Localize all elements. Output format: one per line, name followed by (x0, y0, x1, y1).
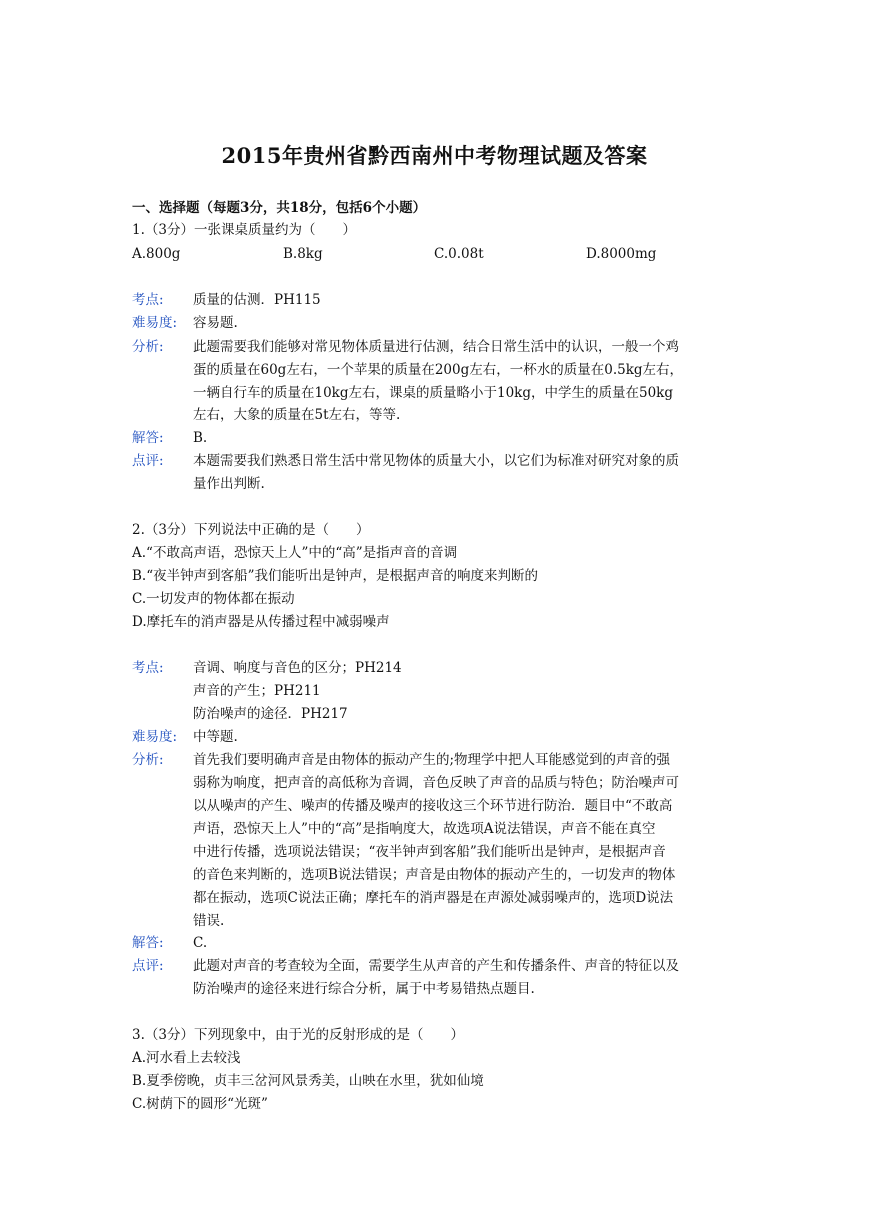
question-3-option-c: C.树荫下的圆形“光斑” (132, 1096, 268, 1112)
q2-kaodian-label: 考点: (132, 660, 164, 676)
q2-jieda-label: 解答: (132, 935, 164, 951)
q1-nandu-label: 难易度: (132, 315, 178, 331)
question-2-option-d: D.摩托车的消声器是从传播过程中减弱噪声 (132, 614, 390, 630)
q1-fenxi-line: 蛋的质量在60g左右，一个苹果的质量在200g左右，一杯水的质量在0.5kg左右， (193, 362, 684, 378)
q2-fenxi-label: 分析: (132, 752, 164, 768)
q2-dianping-line: 防治噪声的途径来进行综合分析，属于中考易错热点题目. (193, 981, 535, 997)
q1-fenxi-line: 此题需要我们能够对常见物体质量进行估测，结合日常生活中的认识，一般一个鸡 (193, 339, 679, 355)
q2-fenxi-line: 错误. (193, 913, 225, 929)
q2-kaodian-line: 防治噪声的途径．PH217 (193, 706, 348, 722)
question-1-stem: 1.（3分）一张课桌质量约为（ ） (132, 222, 356, 238)
q1-jieda-text: B. (193, 430, 208, 446)
question-3-stem: 3.（3分）下列现象中，由于光的反射形成的是（ ） (132, 1027, 464, 1043)
question-2-stem: 2.（3分）下列说法中正确的是（ ） (132, 522, 370, 538)
q2-jieda-text: C. (193, 935, 208, 951)
q1-dianping-label: 点评: (132, 453, 164, 469)
q1-jieda-label: 解答: (132, 430, 164, 446)
q2-fenxi-line: 的音色来判断的，选项B说法错误；声音是由物体的振动产生的，一切发声的物体 (193, 867, 676, 883)
question-1-option-b: B.8kg (283, 246, 323, 262)
question-2-option-c: C.一切发声的物体都在振动 (132, 591, 295, 607)
q1-kaodian-text: 质量的估测．PH115 (193, 292, 321, 308)
q2-kaodian-line: 音调、响度与音色的区分；PH214 (193, 660, 402, 676)
q1-fenxi-line: 一辆自行车的质量在10kg左右，课桌的质量略小于10kg，中学生的质量在50kg (193, 385, 674, 401)
question-2-option-b: B.“夜半钟声到客船”我们能听出是钟声，是根据声音的响度来判断的 (132, 568, 539, 584)
question-1-option-d: D.8000mg (586, 246, 657, 262)
question-1-option-a: A.800g (132, 246, 181, 262)
q2-fenxi-line: 中进行传播，选项说法错误；“夜半钟声到客船”我们能听出是钟声，是根据声音 (193, 844, 666, 860)
q1-nandu-text: 容易题. (193, 315, 238, 331)
q1-dianping-line: 本题需要我们熟悉日常生活中常见物体的质量大小，以它们为标准对研究对象的质 (193, 453, 679, 469)
q1-kaodian-label: 考点: (132, 292, 164, 308)
q2-fenxi-line: 弱称为响度，把声音的高低称为音调，音色反映了声音的品质与特色；防治噪声可 (193, 775, 679, 791)
q2-fenxi-line: 都在振动，选项C说法正确；摩托车的消声器是在声源处减弱噪声的，选项D说法 (193, 890, 674, 906)
q1-fenxi-label: 分析: (132, 339, 164, 355)
q1-fenxi-line: 左右，大象的质量在5t左右，等等. (193, 407, 401, 423)
q1-dianping-line: 量作出判断. (193, 476, 265, 492)
question-2-option-a: A.“不敢高声语，恐惊天上人”中的“高”是指声音的音调 (132, 545, 458, 561)
question-3-option-a: A.河水看上去较浅 (132, 1050, 241, 1066)
q2-dianping-line: 此题对声音的考查较为全面，需要学生从声音的产生和传播条件、声音的特征以及 (193, 958, 679, 974)
section-heading: 一、选择题（每题3分，共18分，包括6个小题） (132, 200, 427, 216)
q2-fenxi-line: 声语，恐惊天上人”中的“高”是指响度大，故选项A说法错误，声音不能在真空 (193, 821, 656, 837)
question-3-option-b: B.夏季傍晚，贞丰三岔河风景秀美，山映在水里，犹如仙境 (132, 1073, 484, 1089)
q2-nandu-text: 中等题. (193, 729, 238, 745)
q2-nandu-label: 难易度: (132, 729, 178, 745)
q2-kaodian-line: 声音的产生；PH211 (193, 683, 321, 699)
page-title: 2015年贵州省黔西南州中考物理试题及答案 (221, 143, 648, 168)
q2-fenxi-line: 首先我们要明确声音是由物体的振动产生的;物理学中把人耳能感觉到的声音的强 (193, 752, 671, 768)
q2-fenxi-line: 以从噪声的产生、噪声的传播及噪声的接收这三个环节进行防治．题目中“不敢高 (193, 798, 673, 814)
q2-dianping-label: 点评: (132, 958, 164, 974)
question-1-option-c: C.0.08t (434, 246, 484, 262)
